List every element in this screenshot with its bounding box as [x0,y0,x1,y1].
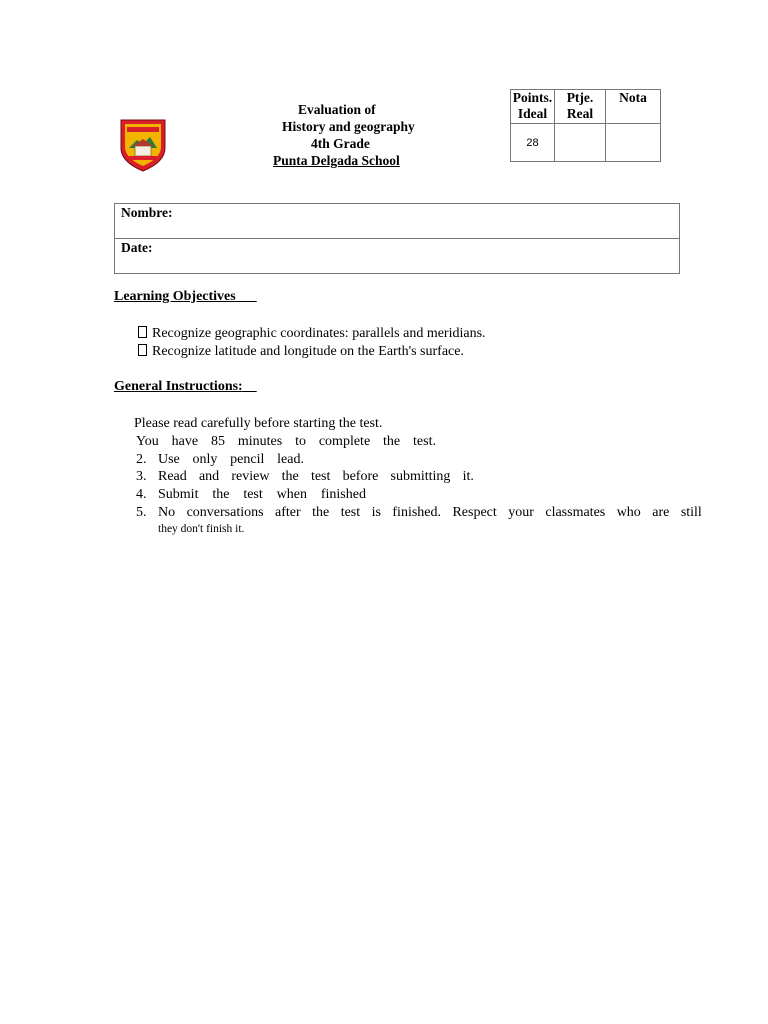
grade-header: Nota [606,90,661,124]
learning-objectives-title: Learning Objectives [114,289,236,304]
name-field[interactable]: Nombre: [115,204,680,239]
bullet-box-icon [138,326,147,338]
instruction-time-note: You have 85 minutes to complete the test. [136,434,436,449]
header-subject: History and geography [282,119,415,134]
instruction-item-continuation: they don't finish it. [158,523,245,535]
general-instructions-title: General Instructions: [114,379,243,394]
instruction-item: 4. Submit the test when finished [136,487,366,502]
grade-value[interactable] [606,124,661,162]
header-title: Evaluation of [298,102,376,117]
points-real-value[interactable] [555,124,606,162]
school-crest-icon [119,118,167,172]
objective-item: Recognize latitude and longitude on the Earth's surface. [138,343,464,361]
instruction-item: 2. Use only pencil lead. [136,452,304,467]
bullet-box-icon [138,344,147,356]
header-grade: 4th Grade [311,136,370,151]
points-real-header: Ptje. Real [555,90,606,124]
instruction-item: 3. Read and review the test before submitting it. [136,469,474,484]
student-info-table [114,203,680,274]
instruction-read-note: Please read carefully before starting the test. [134,416,383,431]
points-ideal-header: Points. Ideal [511,90,555,124]
objective-item: Recognize geographic coordinates: parallels and meridians. [138,325,486,343]
points-ideal-value: 28 [511,124,555,162]
header-school: Punta Delgada School [273,153,400,168]
instruction-item: 5. No conversations after the test is finished. Respect your classmates who are still [136,505,702,520]
date-field[interactable]: Date: [115,239,680,274]
points-table [510,89,661,162]
